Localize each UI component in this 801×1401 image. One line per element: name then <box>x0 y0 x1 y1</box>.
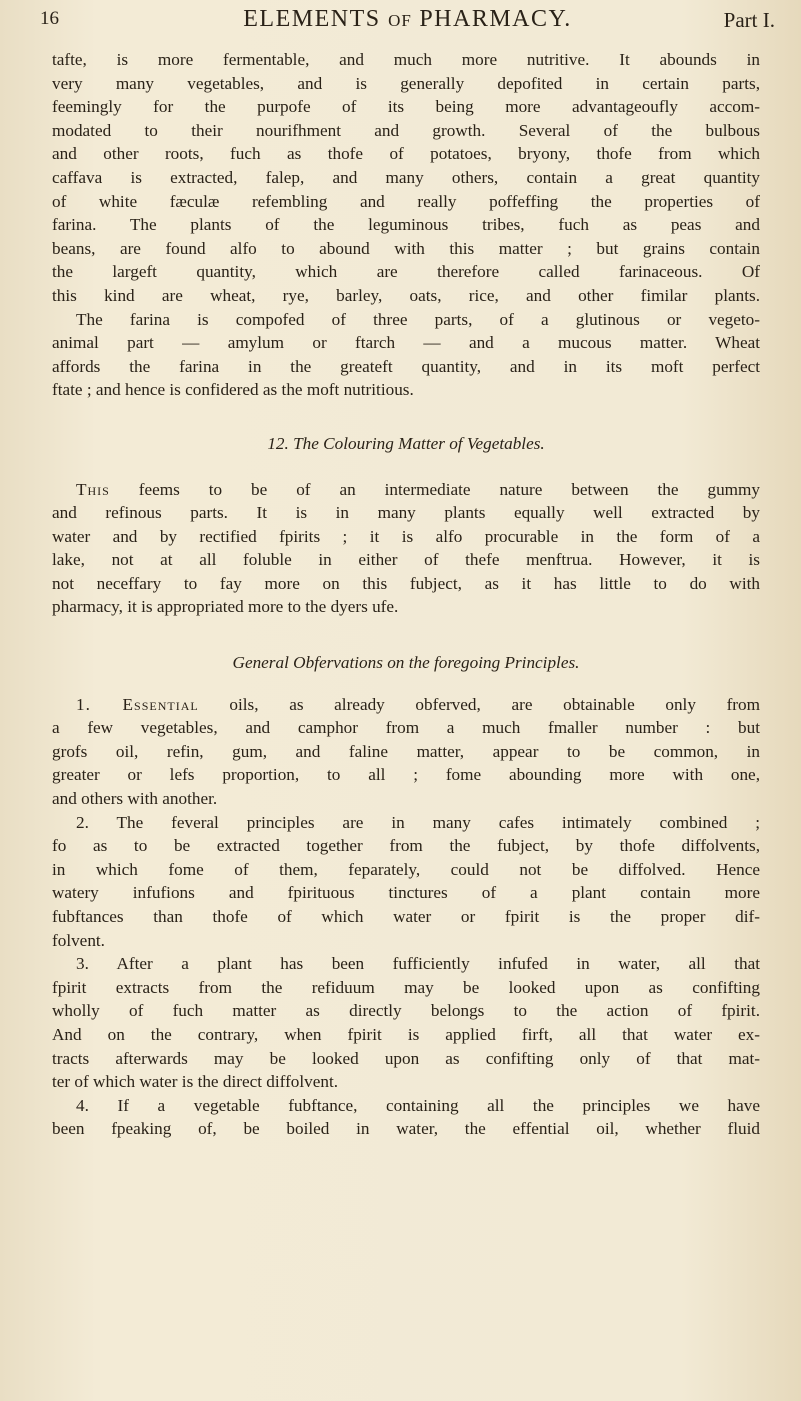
part-label: Part I. <box>723 8 775 32</box>
text-line: of white fæculæ refembling and really poffeffing the properties of <box>52 191 760 211</box>
observation-1 <box>52 693 760 811</box>
text-line: lake, not at all foluble in either of thefe menftrua. However, it is <box>52 550 760 570</box>
lead-word: 1. Essential <box>76 694 199 714</box>
text-line: and other roots, fuch as thofe of potatoes, bryony, thofe from which <box>52 144 760 164</box>
text-line: a few vegetables, and camphor from a much fmaller number : but <box>52 718 760 738</box>
text-line: farina. The plants of the leguminous tribes, fuch as peas and <box>52 215 760 235</box>
text-line: This feems to be of an intermediate nature between the gummy <box>76 479 760 499</box>
text-line: 1. Essential oils, as already obferved, are obtainable only from <box>76 694 760 714</box>
text-line: animal part — amylum or ftarch — and a mucous matter. Wheat <box>52 333 760 353</box>
text-line: affords the farina in the greateft quantity, and in its moft perfect <box>52 356 760 376</box>
observation-4 <box>52 1094 760 1141</box>
title-elements: ELEMENTS <box>243 6 381 32</box>
page-number: 16 <box>40 8 59 29</box>
text-line: been fpeaking of, be boiled in water, the effential oil, whether fluid <box>52 1119 760 1139</box>
text-line: grofs oil, refin, gum, and faline matter, appear to be common, in <box>52 741 760 761</box>
text-line: 2. The feveral principles are in many cafes intimately combined ; <box>76 812 760 832</box>
text-line: tafte, is more fermentable, and much more nutritive. It abounds in <box>52 50 760 69</box>
text-line: caffava is extracted, falep, and many others, contain a great quantity <box>52 167 760 187</box>
text-line: the largeft quantity, which are therefore called farinaceous. Of <box>52 262 760 282</box>
text-line: ter of which water is the direct diffolvent. <box>52 1072 339 1092</box>
text-line: fubftances than thofe of which water or fpirit is the proper dif- <box>52 907 760 926</box>
text-line: ftate ; and hence is confidered as the moft nutritious. <box>52 380 414 400</box>
text-line: beans, are found alfo to abound with this matter ; but grains contain <box>52 238 760 258</box>
text-line: very many vegetables, and is generally depofited in certain parts, <box>52 73 760 93</box>
title-pharmacy: PHARMACY. <box>419 6 572 32</box>
text-line: And on the contrary, when fpirit is applied firft, all that water ex- <box>52 1024 760 1044</box>
paragraph-colouring-matter <box>52 478 760 620</box>
text-line: in which fome of them, feparately, could not be diffolved. Hence <box>52 859 760 879</box>
section-heading-colouring-matter: 12. The Colouring Matter of Vegetables. <box>267 433 545 453</box>
text-line: greater or lefs proportion, to all ; fome abounding more with one, <box>52 765 760 785</box>
observation-2 <box>52 811 760 953</box>
text-line: and refinous parts. It is in many plants equally well extracted by <box>52 503 760 523</box>
observation-3 <box>52 952 760 1094</box>
body-text <box>52 48 760 1141</box>
text-line: watery infufions and fpirituous tinctures of a plant contain more <box>52 883 760 903</box>
running-head <box>40 2 775 42</box>
text-line: this kind are wheat, rye, barley, oats, rice, and other fimilar plants. <box>52 285 760 305</box>
text-line: feemingly for the purpofe of its being more advantageoufly accom- <box>52 97 760 117</box>
text-line: The farina is compofed of three parts, of a glutinous or vegeto- <box>76 309 760 329</box>
text-line: 3. After a plant has been fufficiently infufed in water, all that <box>76 954 760 974</box>
paragraph-farina <box>52 48 760 402</box>
lead-word: This <box>76 479 110 499</box>
text-line: wholly of fuch matter as directly belongs to the action of fpirit. <box>52 1001 760 1021</box>
text-line: pharmacy, it is appropriated more to the dyers ufe. <box>52 597 399 617</box>
title-of: OF <box>388 11 412 30</box>
text-line: not neceffary to fay more on this fubject, as it has little to do with <box>52 573 760 593</box>
text-line: and others with another. <box>52 789 218 809</box>
running-title <box>40 6 775 33</box>
text-line: 4. If a vegetable fubftance, containing all the principles we have <box>76 1095 760 1115</box>
text-line: modated to their nourifhment and growth. Several of the bulbous <box>52 120 760 140</box>
text-line: tracts afterwards may be looked upon as confifting only of that mat- <box>52 1048 760 1068</box>
section-heading-general-observations: General Obfervations on the foregoing Principles. <box>232 653 580 673</box>
text-line: fpirit extracts from the refiduum may be looked upon as confifting <box>52 977 760 997</box>
text-line: water and by rectified fpirits ; it is alfo procurable in the form of a <box>52 526 760 546</box>
text-line: folvent. <box>52 930 105 950</box>
text-line: fo as to be extracted together from the fubject, by thofe diffolvents, <box>52 836 760 856</box>
